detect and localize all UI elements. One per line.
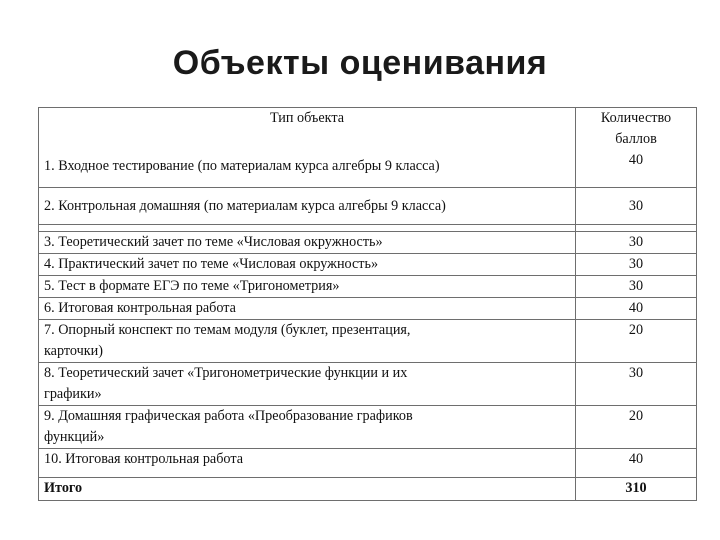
points-header-line1: Количество [600, 110, 672, 126]
table-row-points: 30 [576, 254, 697, 276]
table-row-label: 4. Практический зачет по теме «Числовая окружность» [39, 254, 576, 276]
total-label: Итого [39, 478, 576, 501]
table-row-label: 10. Итоговая контрольная работа [39, 449, 576, 478]
table-row [39, 406, 697, 449]
table-row-label: 5. Тест в формате ЕГЭ по теме «Тригонометрия» [39, 276, 576, 298]
table-row-points: 30 [576, 276, 697, 298]
type-column-header [39, 108, 576, 188]
table-row-label [39, 363, 576, 406]
table-spacer [39, 225, 697, 232]
total-row [39, 478, 697, 501]
table-row [39, 276, 697, 298]
table-row-label: 6. Итоговая контрольная работа [39, 298, 576, 320]
table-row-points: 30 [576, 363, 697, 406]
table-row-points: 30 [576, 232, 697, 254]
table-row-points: 40 [576, 449, 697, 478]
row-label-line1: 9. Домашняя графическая работа «Преобразование графиков [44, 408, 413, 424]
row-label-line1: 7. Опорный конспект по темам модуля (буклет, презентация, [44, 322, 411, 338]
table-row [39, 363, 697, 406]
points-header-line2: баллов [615, 131, 657, 147]
table-row [39, 320, 697, 363]
row-label-line2: графики» [44, 386, 102, 402]
table-row-points: 20 [576, 320, 697, 363]
table-row-label [39, 320, 576, 363]
table-row-label: 3. Теоретический зачет по теме «Числовая окружность» [39, 232, 576, 254]
page-title: Объекты оценивания [172, 44, 548, 82]
table-row-points: 20 [576, 406, 697, 449]
row-label-line1: 8. Теоретический зачет «Тригонометрические функции и их [44, 365, 408, 381]
table-row-label: 1. Входное тестирование (по материалам курса алгебры 9 класса) [44, 158, 440, 174]
assessment-table [38, 107, 697, 501]
type-header-label: Тип объекта [269, 110, 344, 126]
table-row [39, 298, 697, 320]
table-row-points: 40 [628, 152, 644, 168]
table-row [39, 254, 697, 276]
total-points: 310 [576, 478, 697, 501]
table-row [39, 449, 697, 478]
table-row-label: 2. Контрольная домашняя (по материалам курса алгебры 9 класса) [39, 188, 576, 225]
spacer-cell [576, 225, 697, 232]
points-column-header [576, 108, 697, 188]
table-row-label [39, 406, 576, 449]
table-row-points: 40 [576, 298, 697, 320]
table-row [39, 188, 697, 225]
table-row-points: 30 [576, 188, 697, 225]
row-label-line2: карточки) [44, 343, 103, 359]
table-row [39, 232, 697, 254]
row-label-line2: функций» [44, 429, 105, 445]
spacer-cell [39, 225, 576, 232]
table-header-row [39, 108, 697, 188]
